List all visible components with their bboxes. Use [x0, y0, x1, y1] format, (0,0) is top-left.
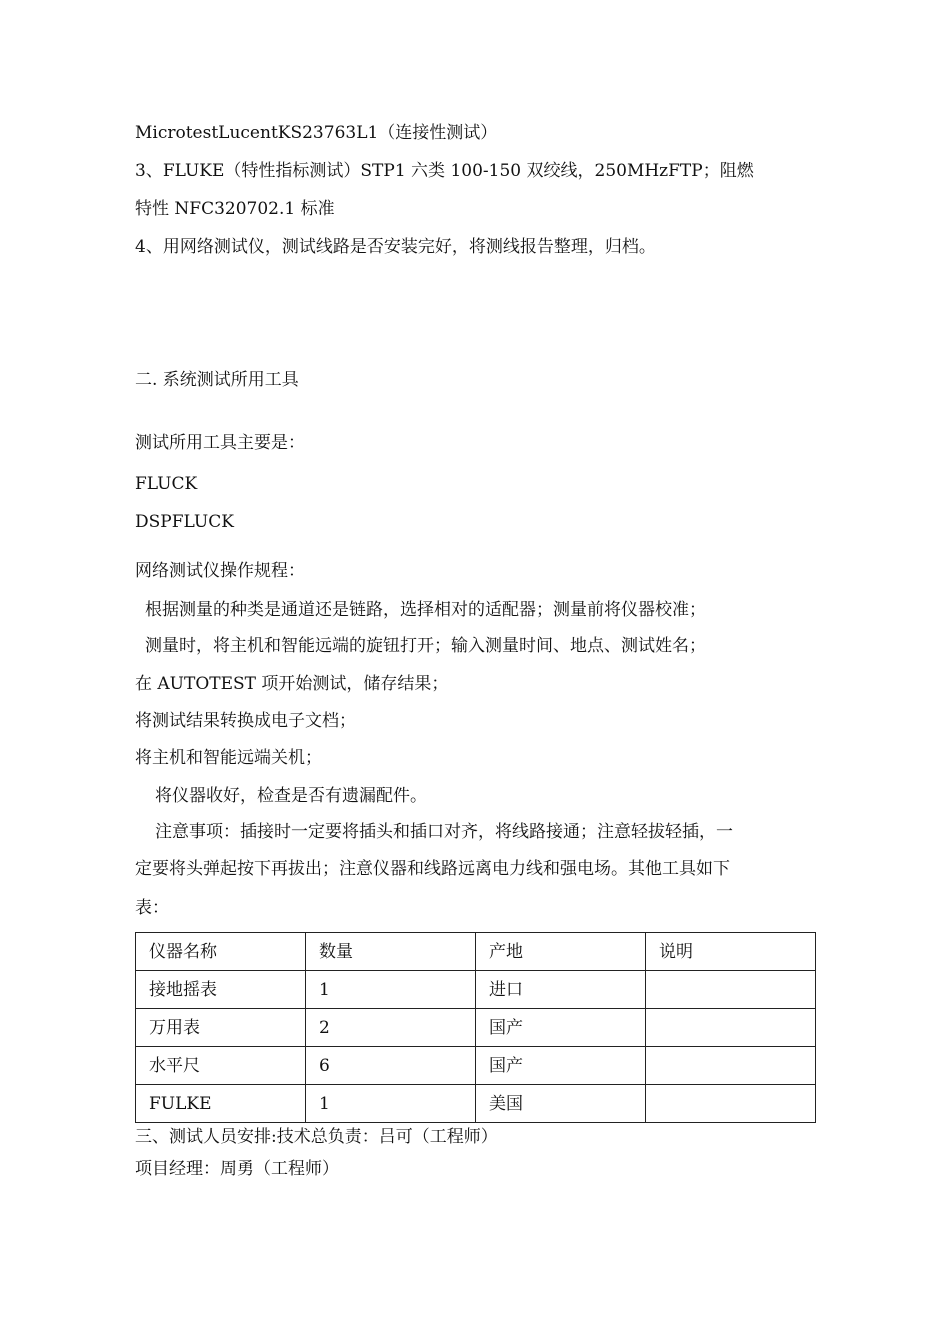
table-cell [646, 1009, 816, 1047]
procedure-step: 将仪器收好，检查是否有遗漏配件。 [155, 786, 427, 806]
table-cell [646, 971, 816, 1009]
section-heading-tools: 二. 系统测试所用工具 [135, 370, 299, 390]
table-cell: 1 [306, 1085, 476, 1123]
table-header-cell: 说明 [646, 933, 816, 971]
table-cell: 1 [306, 971, 476, 1009]
procedure-step: 根据测量的种类是通道还是链路，选择相对的适配器；测量前将仪器校准； [145, 600, 706, 620]
table-cell [646, 1085, 816, 1123]
table-header-cell: 数量 [306, 933, 476, 971]
intro-line-connectivity-test: MicrotestLucentKS23763L1（连接性测试） [135, 123, 498, 143]
procedure-step: 测量时，将主机和智能远端的旋钮打开；输入测量时间、地点、测试姓名； [145, 636, 706, 656]
intro-line-network-tester: 4、用网络测试仪，测试线路是否安装完好，将测线报告整理，归档。 [135, 237, 656, 257]
table-header-cell: 产地 [476, 933, 646, 971]
notes-paragraph-line: 注意事项：插接时一定要将插头和插口对齐，将线路接通；注意轻拔轻插，一 [155, 822, 733, 842]
table-row [136, 1085, 816, 1123]
table-cell: FULKE [136, 1085, 306, 1123]
table-cell [646, 1047, 816, 1085]
procedure-step: 将测试结果转换成电子文档； [135, 711, 356, 731]
table-cell: 2 [306, 1009, 476, 1047]
table-cell: 国产 [476, 1047, 646, 1085]
notes-paragraph-line: 表： [135, 898, 169, 918]
table-cell: 万用表 [136, 1009, 306, 1047]
tools-intro: 测试所用工具主要是： [135, 433, 305, 453]
table-cell: 进口 [476, 971, 646, 1009]
table-row [136, 1047, 816, 1085]
procedure-step: 将主机和智能远端关机； [135, 748, 322, 768]
tool-item-dspfluck: DSPFLUCK [135, 512, 234, 532]
intro-line-fluke-test: 3、FLUKE（特性指标测试）STP1 六类 100-150 双绞线，250MHzFTP；阻燃 [135, 161, 754, 181]
notes-paragraph-line: 定要将头弹起按下再拔出；注意仪器和线路远离电力线和强电场。其他工具如下 [135, 859, 730, 879]
table-cell: 水平尺 [136, 1047, 306, 1085]
procedure-title: 网络测试仪操作规程： [135, 561, 305, 581]
tools-table [135, 932, 816, 1123]
table-cell: 接地摇表 [136, 971, 306, 1009]
table-cell: 美国 [476, 1085, 646, 1123]
table-row [136, 971, 816, 1009]
table-header-row [136, 933, 816, 971]
project-manager-line: 项目经理：周勇（工程师） [135, 1159, 339, 1179]
table-cell: 6 [306, 1047, 476, 1085]
table-row [136, 1009, 816, 1047]
intro-line-standard: 特性 NFC320702.1 标准 [135, 199, 335, 219]
table-header-cell: 仪器名称 [136, 933, 306, 971]
procedure-step: 在 AUTOTEST 项开始测试，储存结果； [135, 674, 449, 694]
tool-item-fluck: FLUCK [135, 474, 198, 494]
staff-arrangement-line: 三、测试人员安排:技术总负责：吕可（工程师） [135, 1127, 498, 1147]
table-cell: 国产 [476, 1009, 646, 1047]
